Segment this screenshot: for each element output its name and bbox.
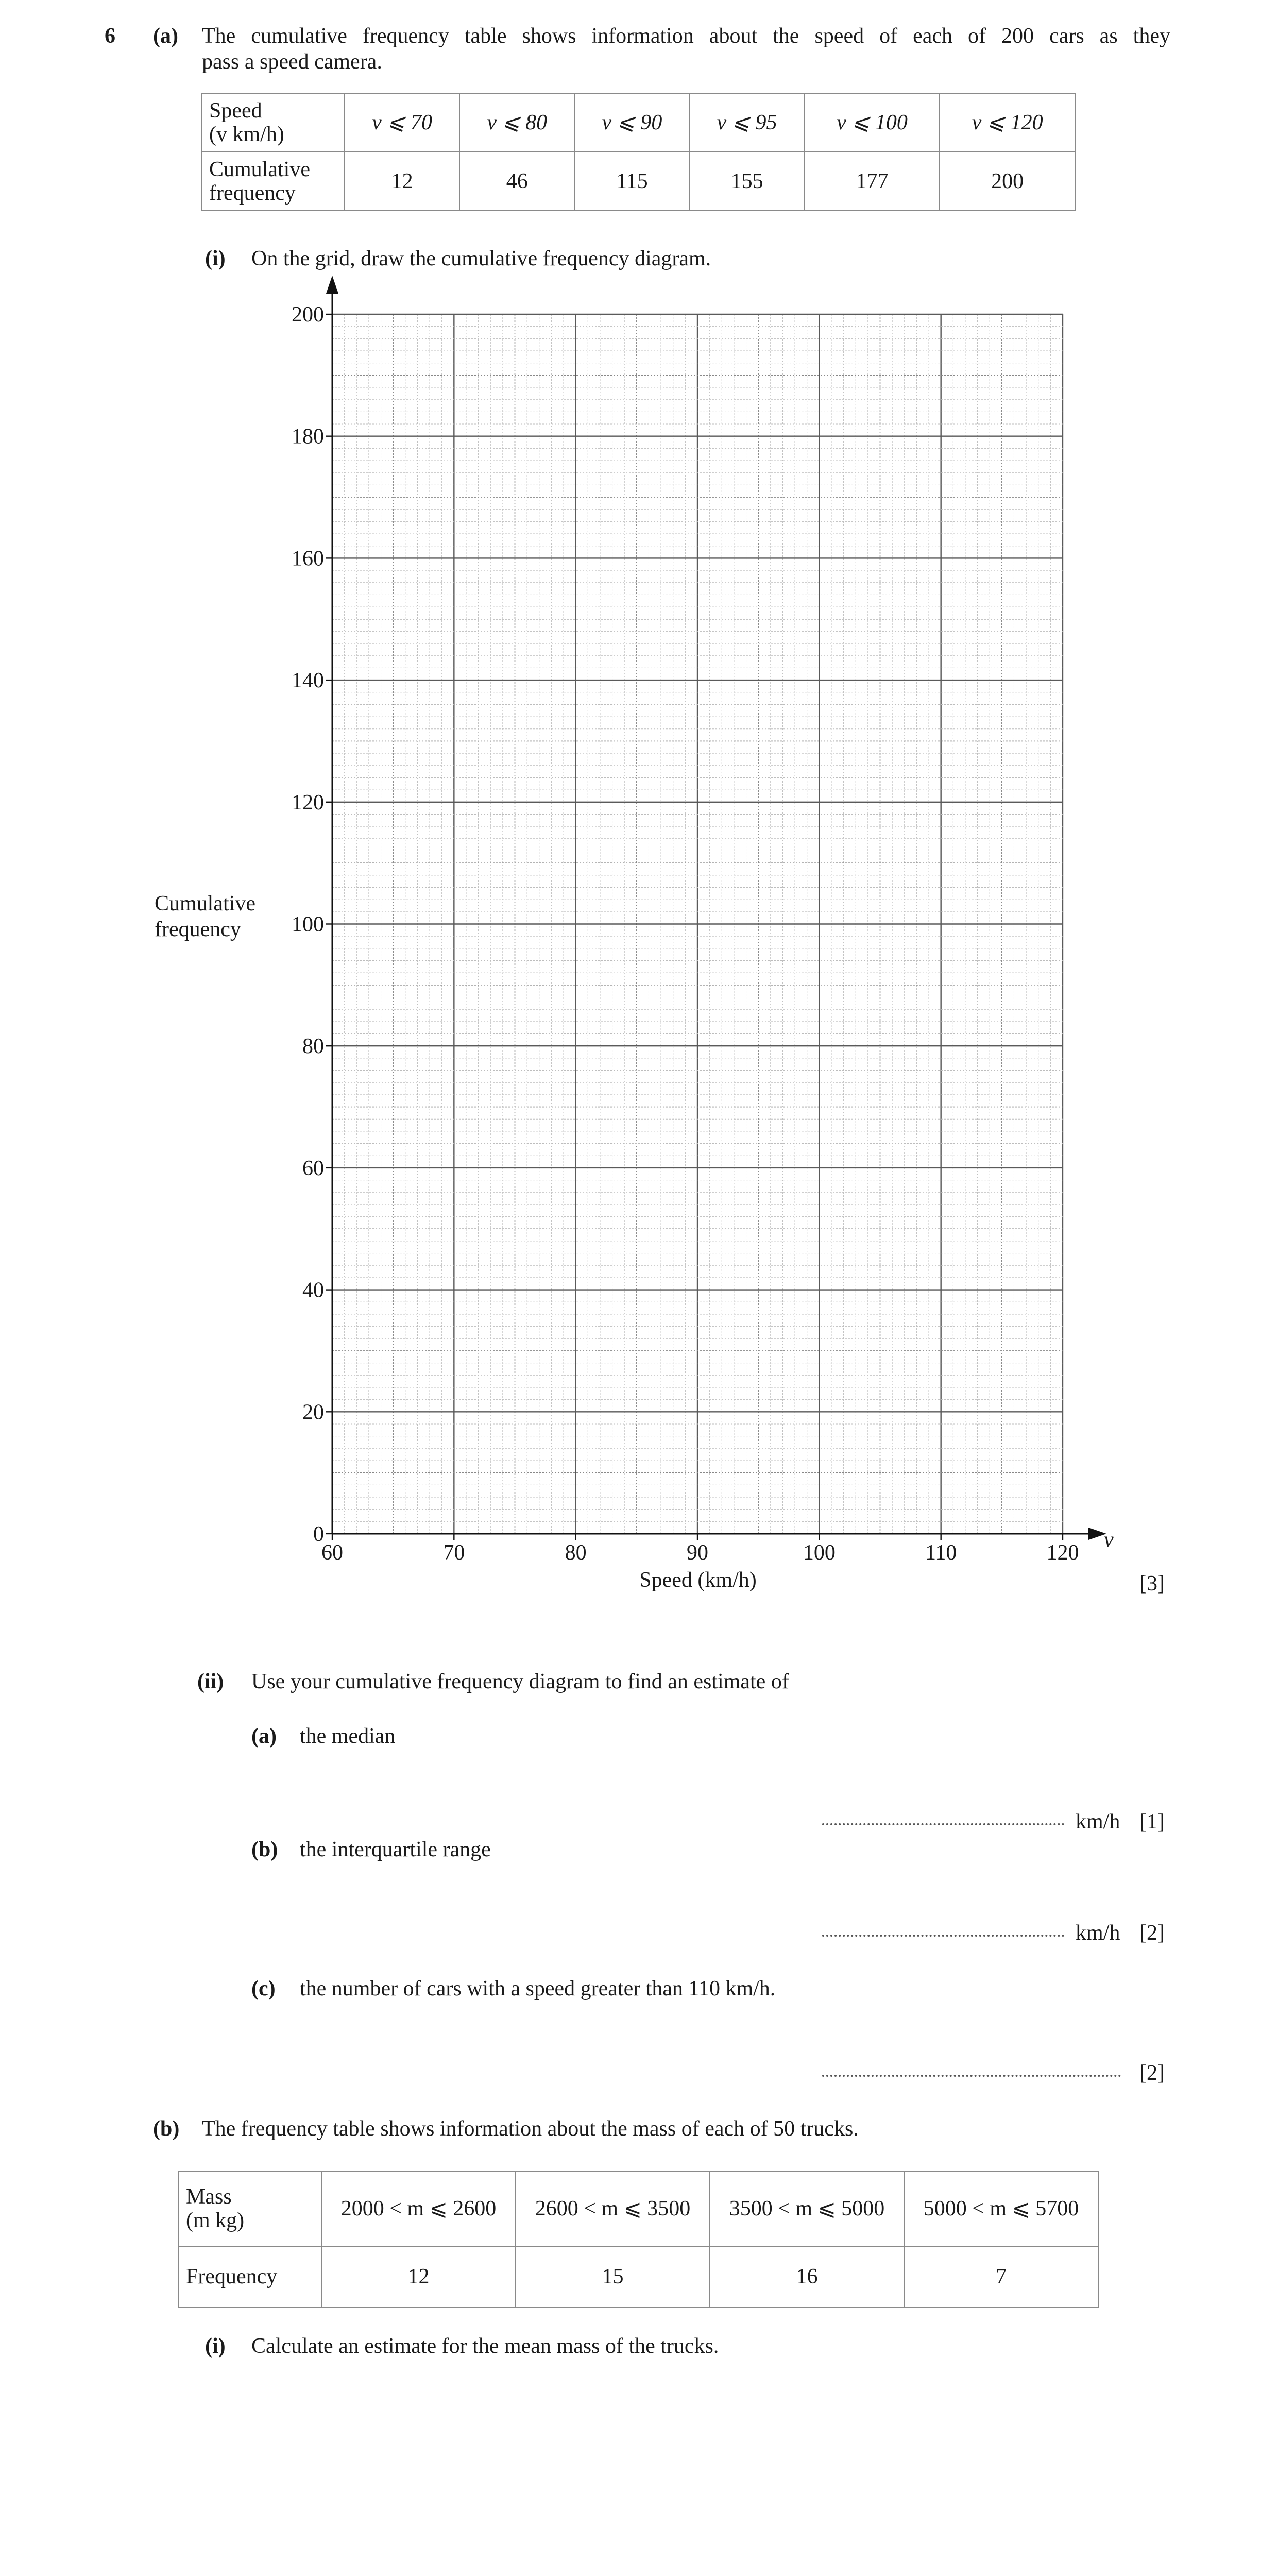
x-tick-label: 110 — [925, 1541, 957, 1565]
x-axis-symbol: v — [1104, 1528, 1114, 1552]
a-ii-text: Use your cumulative frequency diagram to find an estimate of — [251, 1670, 789, 1693]
a-ii-label: (ii) — [197, 1670, 224, 1693]
part-a-text-line2: pass a speed camera. — [202, 50, 382, 74]
question-number: 6 — [105, 24, 115, 48]
x-axis-title: Speed (km/h) — [639, 1568, 757, 1592]
cumfreq-cell: 115 — [574, 152, 689, 211]
speed-header-cell — [201, 93, 345, 152]
mass-class-cell: 3500 < m ⩽ 5000 — [710, 2171, 904, 2246]
part-b-text: The frequency table shows information about the mass of each of 50 trucks. — [202, 2117, 859, 2141]
a-i-marks: [3] — [1139, 1572, 1165, 1596]
frequency-cell: 16 — [710, 2246, 904, 2307]
a-ii-c-label: (c) — [251, 1977, 276, 2001]
y-tick-label: 140 — [292, 669, 324, 693]
y-tick-label: 100 — [292, 912, 324, 937]
frequency-cell: 12 — [321, 2246, 516, 2307]
speed-header-line2: (v km/h) — [209, 123, 284, 146]
mass-header-line2: (m kg) — [186, 2209, 245, 2232]
cumfreq-cell: 177 — [805, 152, 940, 211]
x-tick-label: 70 — [443, 1541, 465, 1565]
x-tick-label: 60 — [321, 1541, 343, 1565]
part-b-label: (b) — [153, 2117, 180, 2141]
y-tick-label: 80 — [302, 1035, 324, 1059]
b-i-label: (i) — [205, 2334, 226, 2358]
speed-class-cell: v ⩽ 70 — [345, 93, 459, 152]
y-tick-label: 200 — [292, 303, 324, 327]
speed-header-line1: Speed — [209, 99, 262, 123]
x-tick-label: 120 — [1046, 1541, 1079, 1565]
a-ii-b-unit: km/h — [1076, 1921, 1120, 1945]
mass-class-cell: 2600 < m ⩽ 3500 — [516, 2171, 710, 2246]
a-ii-c-answer-line[interactable] — [822, 2070, 1121, 2079]
cumfreq-header-line1: Cumulative — [209, 158, 310, 181]
a-ii-a-answer-line[interactable] — [822, 1819, 1064, 1828]
y-tick-label: 0 — [313, 1522, 324, 1546]
y-tick-label: 40 — [302, 1278, 324, 1302]
a-ii-b-label: (b) — [251, 1838, 278, 1861]
speed-cumulative-frequency-table — [201, 93, 1076, 211]
a-ii-a-marks: [1] — [1139, 1810, 1165, 1834]
a-ii-a-label: (a) — [251, 1724, 277, 1748]
x-tick-label: 80 — [565, 1541, 587, 1565]
y-tick-label: 60 — [302, 1156, 324, 1180]
cumfreq-cell: 12 — [345, 152, 459, 211]
a-ii-b-marks: [2] — [1139, 1921, 1165, 1945]
a-ii-b-answer-line[interactable] — [822, 1930, 1064, 1939]
speed-class-cell: v ⩽ 100 — [805, 93, 940, 152]
mass-header-line1: Mass — [186, 2185, 232, 2209]
frequency-header-cell: Frequency — [178, 2246, 321, 2307]
cumfreq-cell: 155 — [690, 152, 805, 211]
cumfreq-header-cell — [201, 152, 345, 211]
mass-header-cell — [178, 2171, 321, 2246]
mass-class-cell: 5000 < m ⩽ 5700 — [904, 2171, 1098, 2246]
a-ii-a-unit: km/h — [1076, 1810, 1120, 1834]
a-ii-c-marks: [2] — [1139, 2061, 1165, 2085]
y-tick-label: 180 — [292, 425, 324, 449]
y-axis-arrow-icon — [326, 276, 338, 294]
speed-class-cell: v ⩽ 80 — [459, 93, 574, 152]
mass-class-cell: 2000 < m ⩽ 2600 — [321, 2171, 516, 2246]
mass-frequency-table — [178, 2171, 1099, 2308]
y-tick-label: 20 — [302, 1400, 324, 1425]
frequency-cell: 7 — [904, 2246, 1098, 2307]
y-axis-title-line2: frequency — [155, 918, 241, 941]
part-a-label: (a) — [153, 24, 178, 48]
x-tick-label: 90 — [687, 1541, 708, 1565]
a-ii-b-text: the interquartile range — [300, 1838, 491, 1861]
cumfreq-cell: 46 — [459, 152, 574, 211]
speed-class-cell: v ⩽ 120 — [940, 93, 1075, 152]
part-a-text-line1: The cumulative frequency table shows information about the speed of each of 200 cars as they — [202, 24, 1170, 48]
y-tick-label: 160 — [292, 547, 324, 571]
y-tick-label: 120 — [292, 790, 324, 815]
speed-class-cell: v ⩽ 90 — [574, 93, 689, 152]
a-i-label: (i) — [205, 247, 226, 270]
b-i-text: Calculate an estimate for the mean mass of the trucks. — [251, 2334, 719, 2358]
a-ii-c-text: the number of cars with a speed greater than 110 km/h. — [300, 1977, 776, 2001]
speed-class-cell: v ⩽ 95 — [690, 93, 805, 152]
frequency-cell: 15 — [516, 2246, 710, 2307]
a-i-text: On the grid, draw the cumulative frequency diagram. — [251, 247, 711, 270]
y-axis-title-line1: Cumulative — [155, 892, 255, 916]
cumfreq-cell: 200 — [940, 152, 1075, 211]
x-tick-label: 100 — [803, 1541, 836, 1565]
cumulative-frequency-grid[interactable] — [0, 258, 1278, 1623]
a-ii-a-text: the median — [300, 1724, 396, 1748]
cumfreq-header-line2: frequency — [209, 181, 296, 205]
